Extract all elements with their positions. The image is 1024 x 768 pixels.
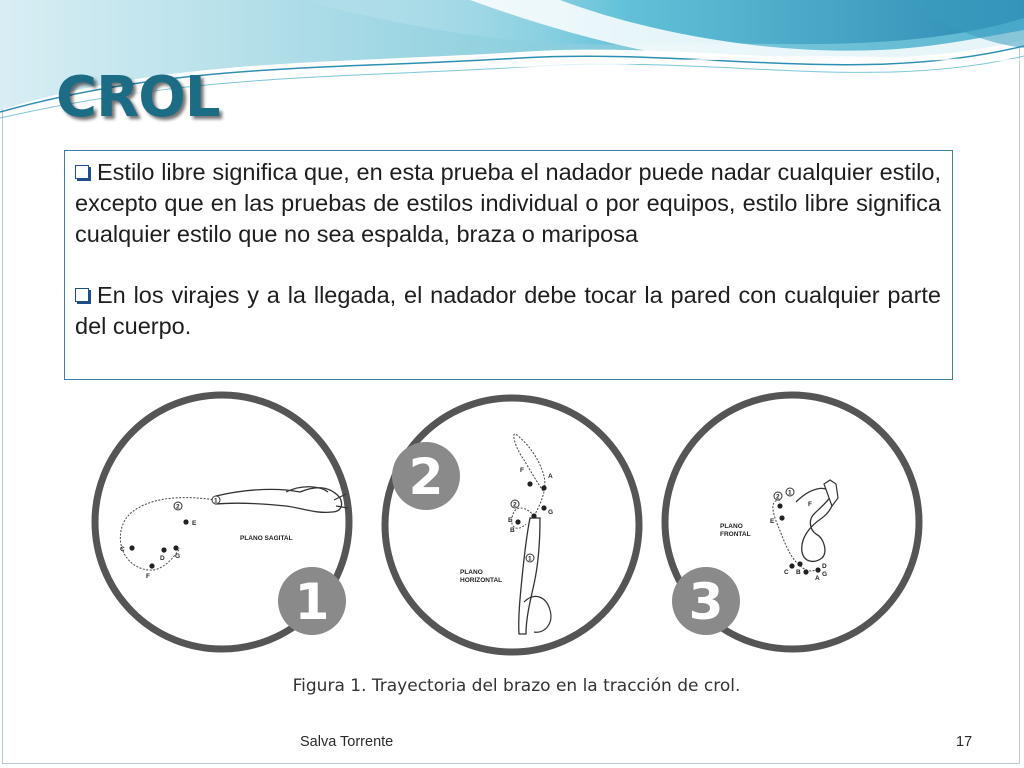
point-label: E bbox=[508, 517, 513, 524]
point-label: C bbox=[784, 569, 789, 576]
point-label: D bbox=[822, 563, 827, 570]
point-label: B bbox=[796, 569, 801, 576]
step-label: 1 bbox=[214, 497, 218, 505]
point-label: E bbox=[770, 518, 775, 525]
bullet-item bbox=[75, 157, 941, 250]
point-label: A bbox=[548, 473, 553, 480]
point-label: G bbox=[822, 571, 828, 578]
panel-number: 2 bbox=[408, 448, 444, 506]
plane-label: FRONTAL bbox=[720, 531, 751, 538]
point-label: G bbox=[548, 509, 554, 516]
step-label: 2 bbox=[776, 493, 780, 501]
step-label: 1 bbox=[528, 555, 532, 563]
point-label: G bbox=[175, 553, 181, 560]
point-label: B bbox=[510, 527, 515, 534]
step-label: 1 bbox=[788, 489, 792, 497]
panel-frontal bbox=[665, 395, 919, 649]
point-label: E bbox=[192, 520, 197, 527]
plane-label: HORIZONTAL bbox=[460, 577, 503, 584]
plane-label: PLANO SAGITAL bbox=[240, 535, 293, 542]
panel-horizontal bbox=[385, 398, 639, 652]
panel-ring bbox=[385, 398, 639, 652]
point-label: F bbox=[520, 467, 524, 474]
panel-sagittal bbox=[95, 395, 349, 649]
plane-label: PLANO bbox=[720, 523, 743, 530]
bullet-item bbox=[75, 280, 941, 342]
stroke-trajectory-figure bbox=[40, 388, 993, 724]
panel-number: 1 bbox=[294, 573, 330, 631]
point-label: C bbox=[120, 546, 125, 553]
point-label: A bbox=[815, 575, 820, 582]
square-bullet-icon bbox=[75, 165, 89, 179]
square-bullet-icon bbox=[75, 288, 89, 302]
slide-title: CROL bbox=[56, 65, 220, 130]
figure-caption: Figura 1. Trayectoria del brazo en la tracción de crol. bbox=[292, 676, 741, 696]
point-label: F bbox=[146, 573, 150, 580]
step-label: 2 bbox=[176, 503, 180, 511]
page-number: 17 bbox=[956, 734, 973, 750]
bullet-text: Estilo libre significa que, en esta prueba el nadador puede nadar cualquier estilo, excepto que en las pruebas de estilos individual o por equipos, estilo libre significa cualquier estilo que no sea espalda, braza o mariposa bbox=[75, 159, 941, 247]
plane-label: PLANO bbox=[460, 569, 483, 576]
point-label: F bbox=[808, 501, 812, 508]
bullet-text-box bbox=[64, 150, 953, 380]
panel-number: 3 bbox=[688, 573, 724, 631]
step-label: 2 bbox=[513, 501, 517, 509]
point-label: D bbox=[160, 555, 165, 562]
bullet-text: En los virajes y a la llegada, el nadador debe tocar la pared con cualquier parte del cuerpo. bbox=[75, 282, 941, 339]
footer-author: Salva Torrente bbox=[300, 734, 394, 750]
trajectory-diagram bbox=[40, 388, 993, 676]
